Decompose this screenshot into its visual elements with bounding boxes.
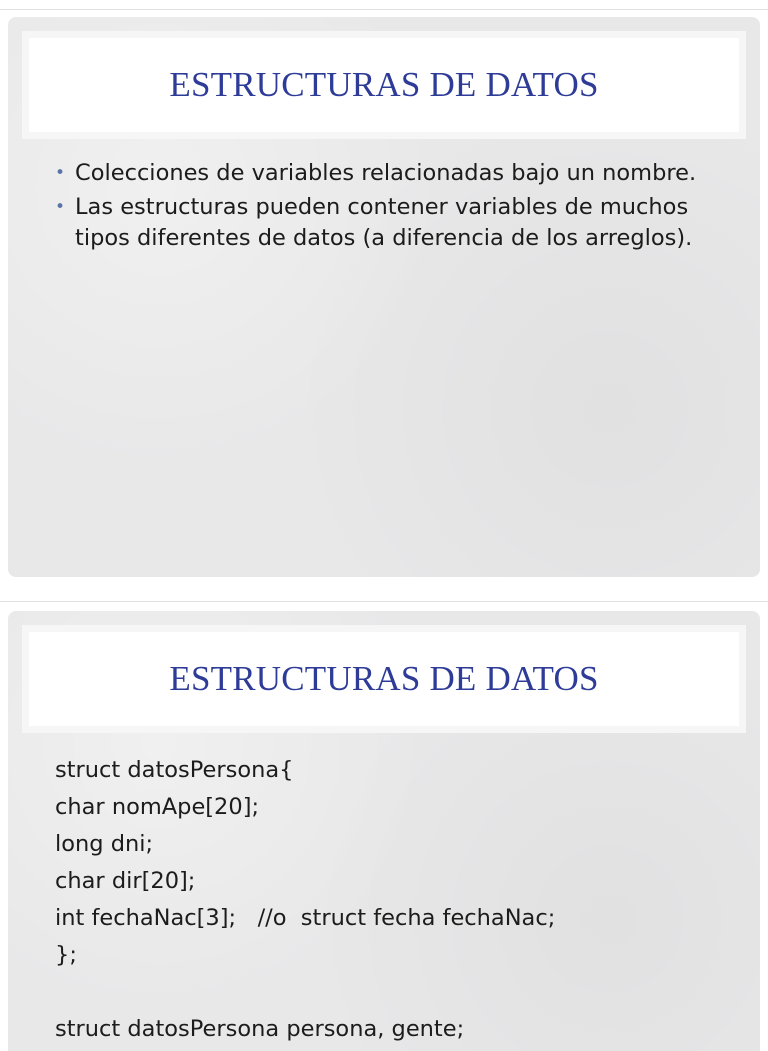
slide-2-title-frame: [22, 625, 746, 733]
slide-2-code-block: [55, 752, 745, 1048]
bullet-text: Las estructuras pueden contener variables de muchos tipos diferentes de datos (a diferencia de los arreglos).: [75, 194, 693, 251]
code-line: char dir[20];: [55, 868, 196, 894]
slide-1: [8, 17, 760, 577]
code-line: struct datosPersona{: [55, 757, 294, 783]
bullet-text: Colecciones de variables relacionadas bajo un nombre.: [75, 160, 697, 186]
code-line: int fechaNac[3]; //o struct fecha fechaNac;: [55, 905, 556, 931]
code-line: };: [55, 942, 77, 968]
slide-1-title-frame: [22, 31, 746, 139]
slide-1-title: ESTRUCTURAS DE DATOS: [169, 65, 599, 104]
code-line: char nomApe[20];: [55, 794, 260, 820]
slide-2-title: ESTRUCTURAS DE DATOS: [169, 659, 599, 698]
page-separator-top: [0, 9, 768, 10]
slide-1-title-box: [29, 38, 739, 132]
bullet-item: [54, 158, 724, 189]
slide-1-bullet-list: [54, 158, 724, 257]
bullet-icon: •: [55, 197, 66, 217]
bullet-item: [54, 192, 724, 254]
code-line: long dni;: [55, 831, 154, 857]
page-separator-middle: [0, 601, 768, 602]
slide-2-title-box: [29, 632, 739, 726]
code-line-blank: [55, 974, 745, 1011]
bullet-icon: •: [55, 163, 66, 183]
code-line: struct datosPersona persona, gente;: [55, 1016, 465, 1042]
slide-2: [8, 611, 760, 1051]
